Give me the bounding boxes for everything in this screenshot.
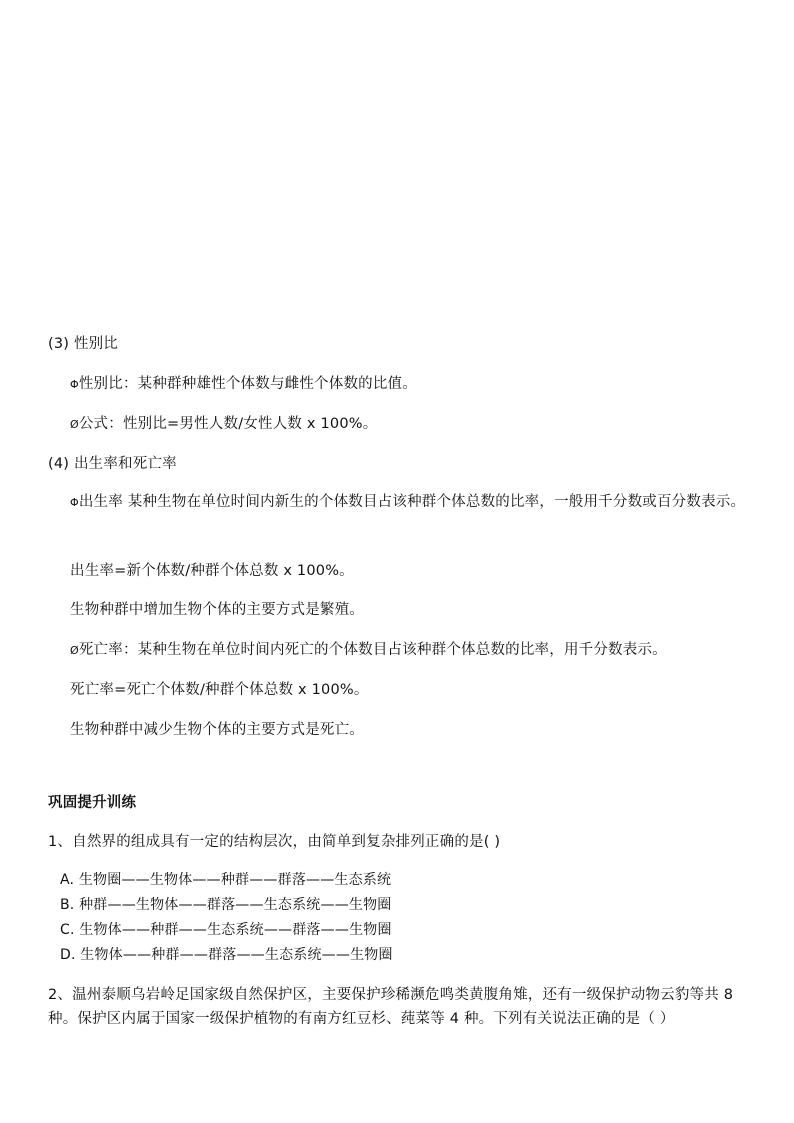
- death-rate-definition: [70, 640, 667, 661]
- question-1-option-c: C. 生物体——种群——生态系统——群落——生物圈: [60, 922, 392, 938]
- list-marker: Ø: [70, 644, 79, 657]
- gender-ratio-formula: [70, 414, 377, 435]
- birth-rate-note: 生物种群中增加生物个体的主要方式是繁殖。: [70, 602, 364, 618]
- question-1-option-b: B. 种群——生物体——群落——生态系统——生物圈: [60, 897, 392, 913]
- death-rate-note: 生物种群中减少生物个体的主要方式是死亡。: [70, 722, 364, 738]
- question-1-stem: 1、自然界的组成具有一定的结构层次，由简单到复杂排列正确的是( ): [48, 834, 501, 850]
- birth-rate-definition: [70, 490, 750, 515]
- list-marker: Φ: [70, 378, 79, 391]
- section-heading-birth-death: (4) 出生率和死亡率: [48, 456, 177, 472]
- birth-rate-formula: 出生率=新个体数/种群个体总数 x 100%。: [70, 563, 354, 579]
- death-rate-definition-text: 死亡率：某种生物在单位时间内死亡的个体数目占该种群个体总数的比率，用千分数表示。: [78, 642, 667, 658]
- gender-ratio-definition-text: 性别比：某种群种雄性个体数与雌性个体数的比值。: [78, 376, 417, 392]
- question-1-option-a: A. 生物圈——生物体——种群——群落——生态系统: [60, 872, 392, 888]
- list-marker: Ø: [70, 418, 79, 431]
- gender-ratio-formula-text: 公式：性别比=男性人数/女性人数 x 100%。: [78, 416, 378, 432]
- death-rate-formula: 死亡率=死亡个体数/种群个体总数 x 100%。: [70, 682, 369, 698]
- question-1-option-d: D. 生物体——种群——群落——生态系统——生物圈: [60, 947, 393, 963]
- exercise-title: 巩固提升训练: [48, 795, 137, 811]
- gender-ratio-definition: [70, 374, 417, 395]
- section-heading-gender-ratio: (3) 性别比: [48, 336, 119, 352]
- question-2-stem: 2、温州泰顺乌岩岭足国家级自然保护区，主要保护珍稀濒危鸣类黄腹角雉，还有一级保护动物云豹等共 8 种。保护区内属于国家一级保护植物的有南方红豆杉、莼菜等 4 种。下列有关说法正确的是（ ）: [48, 987, 734, 1027]
- list-marker: Φ: [70, 496, 79, 509]
- birth-rate-definition-text: 出生率 某种生物在单位时间内新生的个体数目占该种群个体总数的比率，一般用千分数或百分数表示。: [78, 494, 746, 510]
